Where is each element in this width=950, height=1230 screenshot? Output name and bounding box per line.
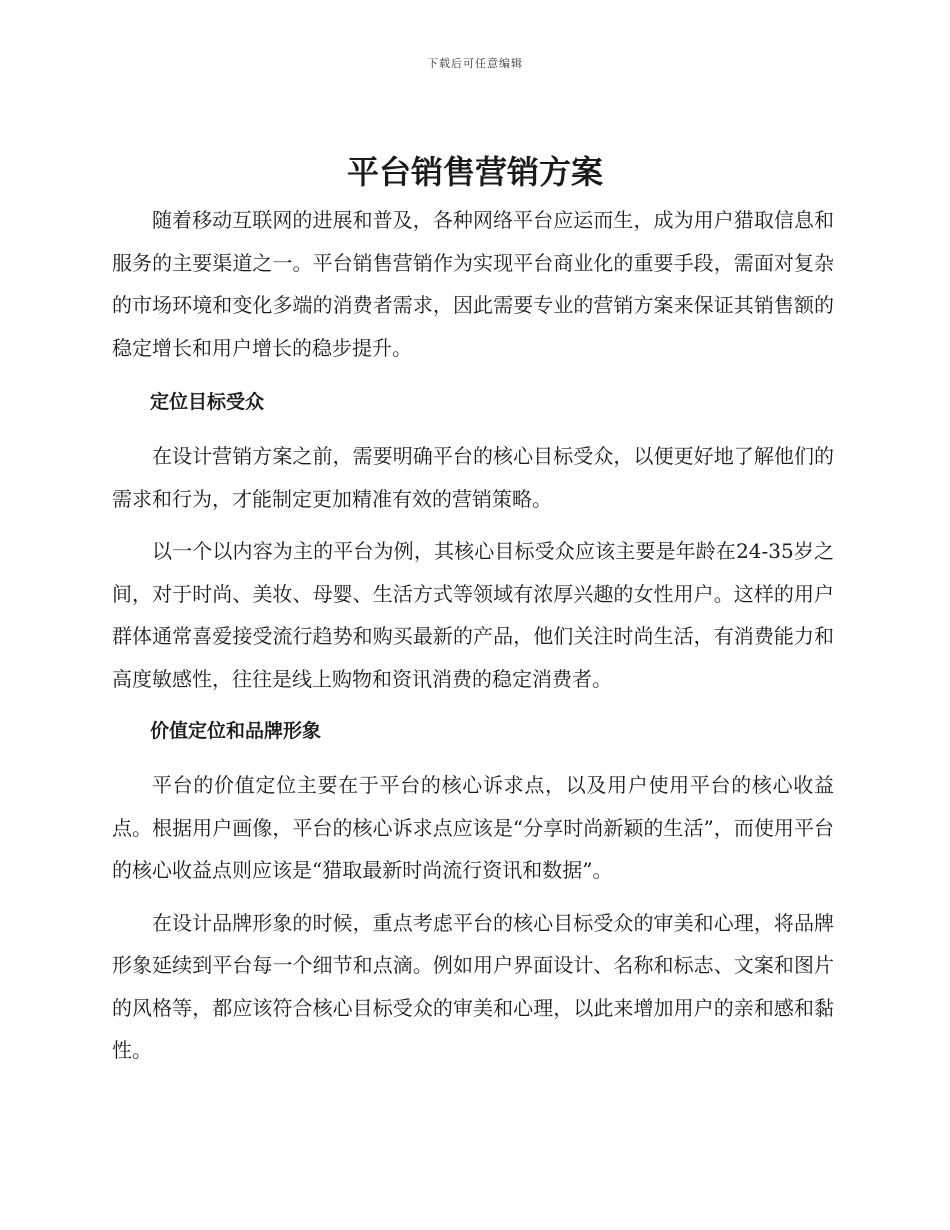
header-note: 下载后可任意编辑 xyxy=(427,57,523,70)
paragraph-audience-intro: 在设计营销方案之前，需要明确平台的核心目标受众，以便更好地了解他们的需求和行为，才能制定更加精准有效的营销策略。 xyxy=(112,444,834,511)
paragraph-value-positioning: 平台的价值定位主要在于平台的核心诉求点，以及用户使用平台的核心收益点。根据用户画像，平台的核心诉求点应该是“分享时尚新颖的生活”，而使用平台的核心收益点则应该是“猎取最新时尚流行资讯和数据”。 xyxy=(112,773,834,882)
document-title: 平台销售营销方案 xyxy=(346,153,603,191)
paragraph-audience-example: 以一个以内容为主的平台为例，其核心目标受众应该主要是年龄在24-35岁之间，对于时尚、美妆、母婴、生活方式等领域有浓厚兴趣的女性用户。这样的用户群体通常喜爱接受流行趋势和购买最新的产品，他们关注时尚生活，有消费能力和高度敏感性，往往是线上购物和资讯消费的稳定消费者。 xyxy=(112,539,834,691)
section-heading-value-brand: 价值定位和品牌形象 xyxy=(150,720,322,742)
section-heading-target-audience: 定位目标受众 xyxy=(150,391,265,413)
document-body xyxy=(112,199,834,1082)
intro-paragraph: 随着移动互联网的进展和普及，各种网络平台应运而生，成为用户猎取信息和服务的主要渠道之一。平台销售营销作为实现平台商业化的重要手段，需面对复杂的市场环境和变化多端的消费者需求，因此需要专业的营销方案来保证其销售额的稳定增长和用户增长的稳步提升。 xyxy=(112,208,834,360)
paragraph-brand-image: 在设计品牌形象的时候，重点考虑平台的核心目标受众的审美和心理，将品牌形象延续到平台每一个细节和点滴。例如用户界面设计、名称和标志、文案和图片的风格等，都应该符合核心目标受众的审美和心理，以此来增加用户的亲和感和黏性。 xyxy=(112,910,834,1062)
